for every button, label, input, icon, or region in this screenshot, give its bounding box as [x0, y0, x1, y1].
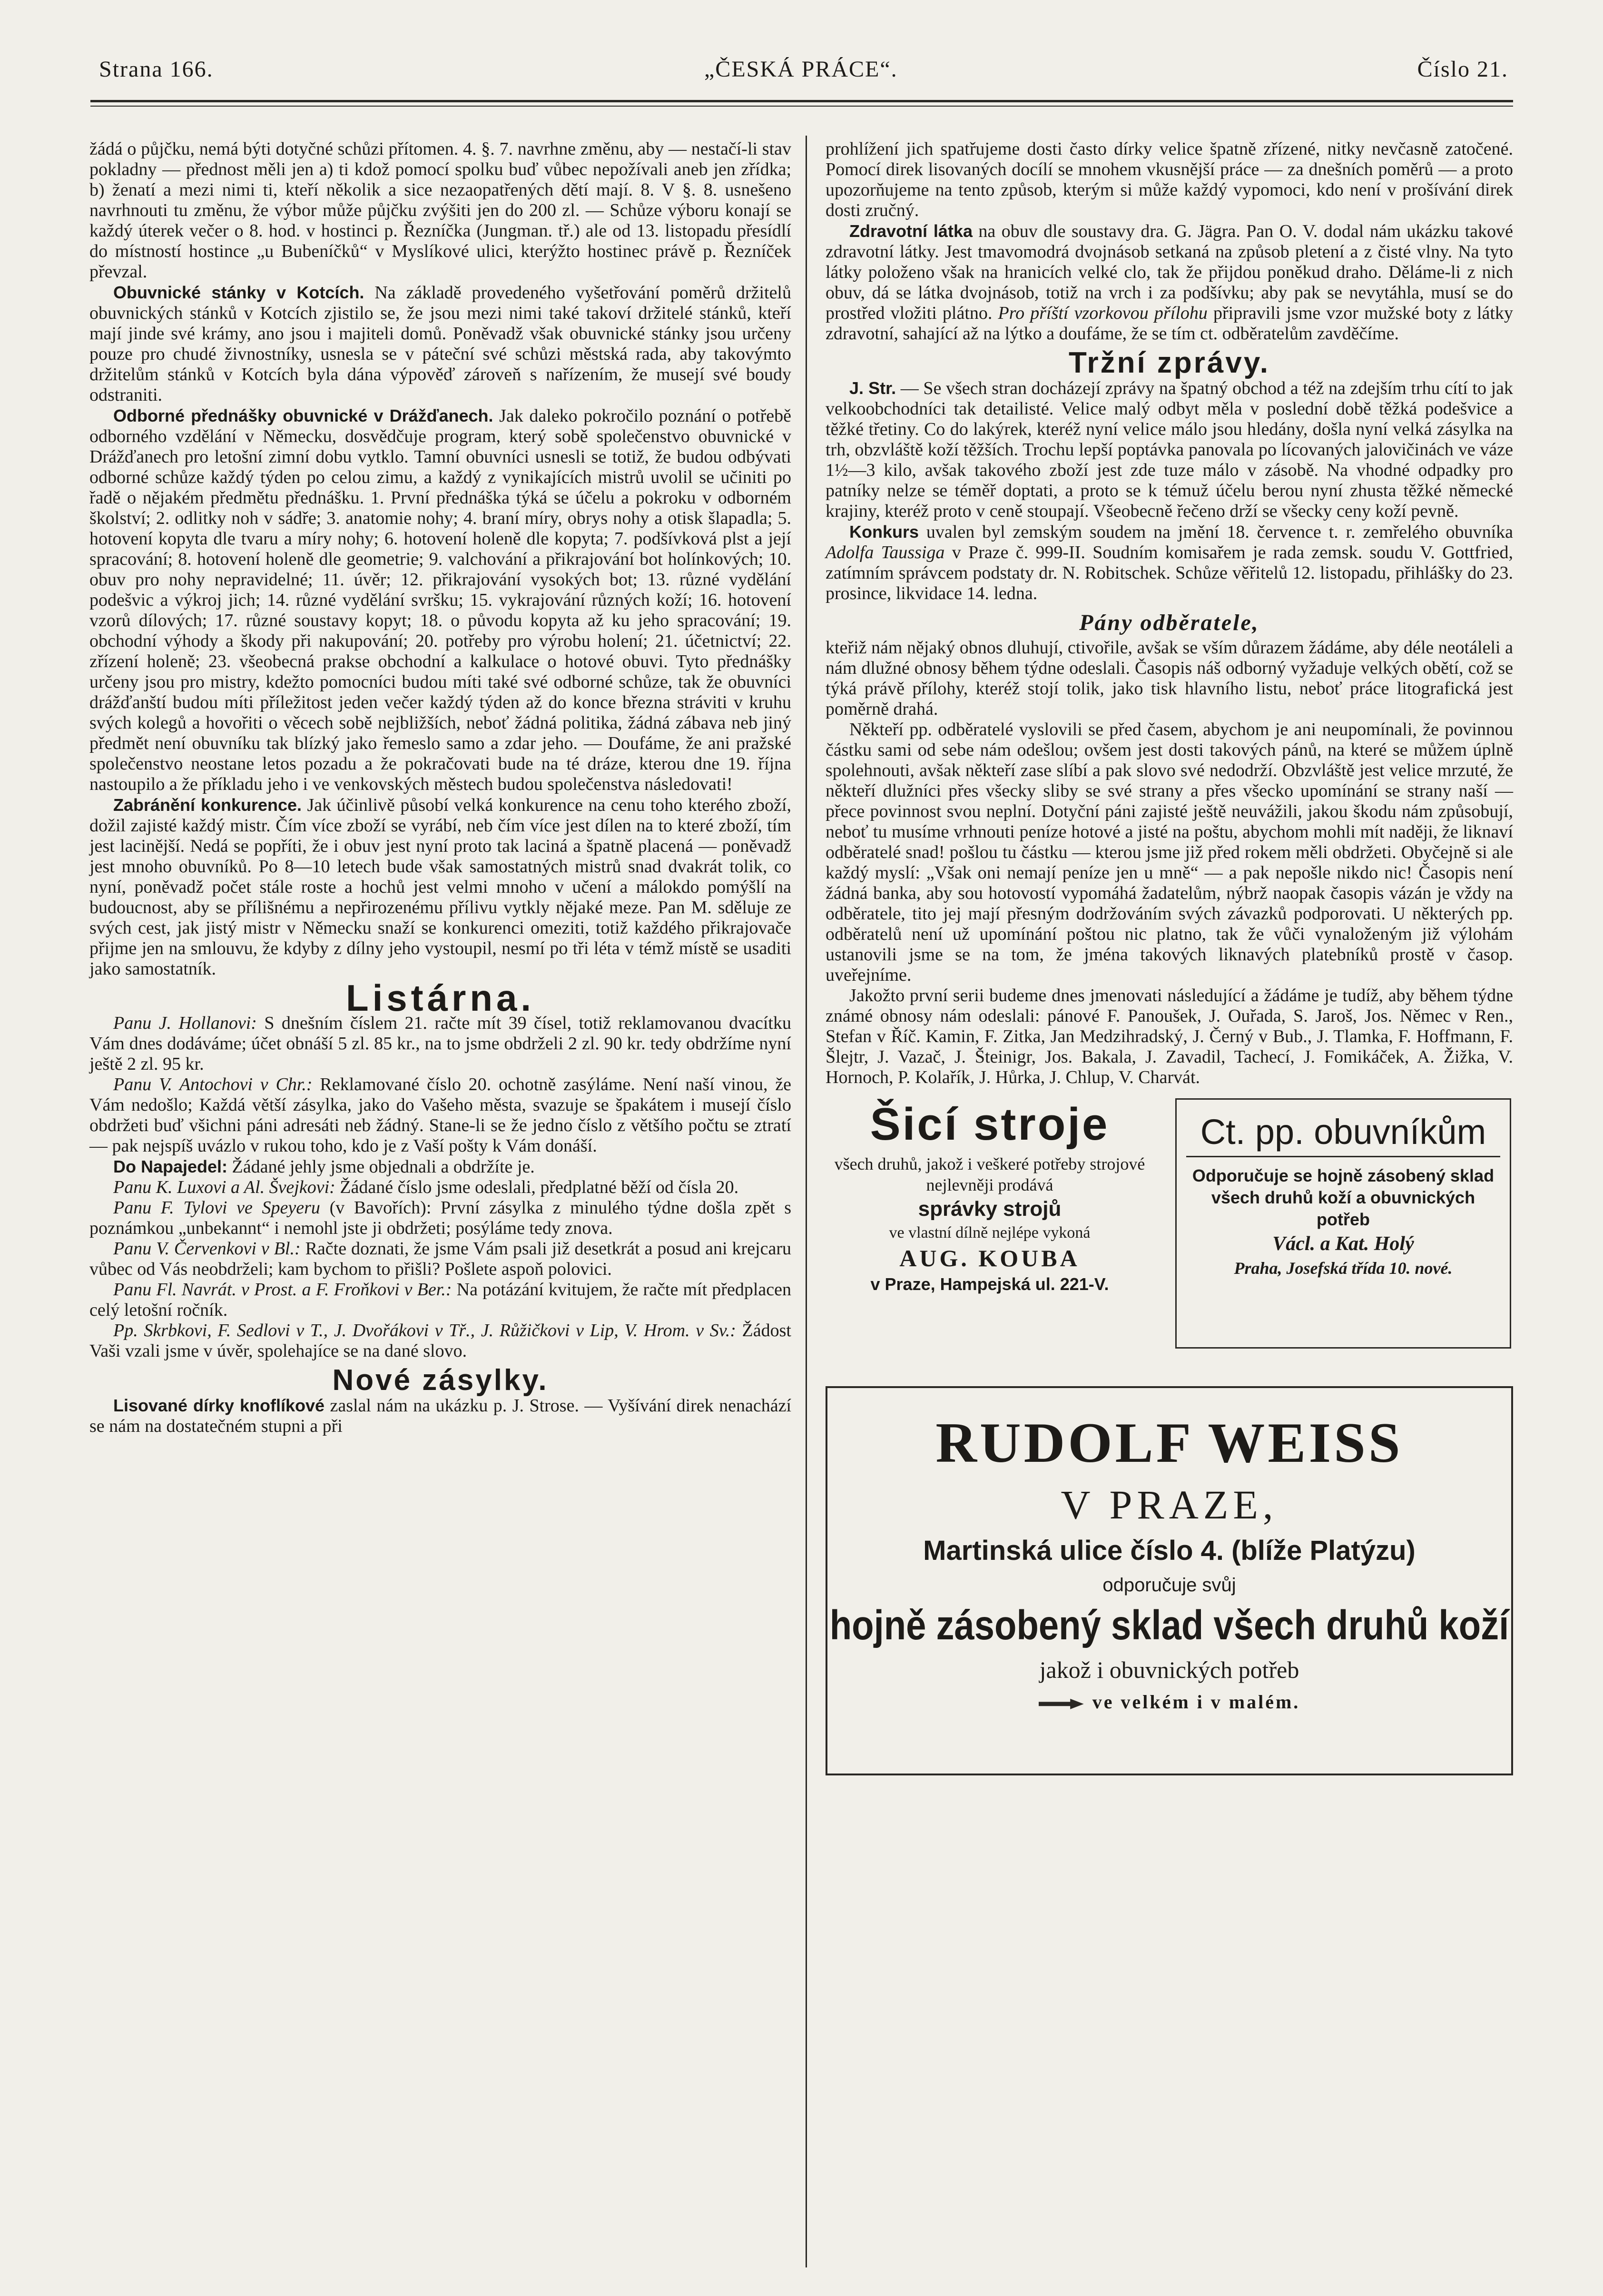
- article-body: Jak účinlivě působí velká konkurence na cenu toho kterého zboží, dožil zajisté každý mistr. Čím více zboží se vyrábí, neb čím více jest dílen na to které zboží, tím jest lacinější. Nedá se popříti, že i obuv jest nyní proto tak laciná a špatně placená — poněvadž jest mnoho obuvníků. Po 8—10 letech bude však samostatných mistrů snad dvakrát tolik, co nyní, poněvadž počet stále roste a hochů jest velmi mnoho v učení a málokdo pomýšlí na budoucnost, aby se přílišnému a nepřirozenému přílivu vytkly nějaké meze. Pan M. sděluje ze svých cest, jak jistý mistr v Německu snaží se konkurenci omeziti, totiž každého přikrajovače přijme jen na smlouvu, že kdyby z dílny jeho vystoupil, nesmí po tři léta v témž místě se usaditi jako samostatník.: [89, 795, 791, 979]
- left-column: [89, 139, 791, 1437]
- section-title-pany-odberatele: Pány odběratele,: [1079, 610, 1259, 635]
- letter-item: [89, 1177, 791, 1198]
- letter-recipient: Pp. Skrbkovi, F. Sedlovi v T., J. Dvořákovi v Tř., J. Růžičkovi v Lip, V. Hrom. v Sv.:: [113, 1320, 736, 1340]
- article-body: Na základě provedeného vyšetřování poměrů držitelů obuvnických stánků v Kotcích zjistilo se, že jsou mezi nimi také takoví držitelé stánků, kteří mají jinde své krámy, ano jsou i majiteli domů. Poněvadž však obuvnické stánky jsou určeny pouze pro chudé živnostníky, usnesla se v páteční své schůzi městská rada, aby takovýmto držitelům stánků v Kotcích byla dána výpověď zároveň s nařízením, že musejí své boudy odstraniti.: [89, 283, 791, 405]
- article-heading: Odborné přednášky obuvnické v Drážďanech.: [113, 406, 493, 425]
- section-title-listarna: Listárna.: [345, 977, 535, 1019]
- ad-rudolf-weiss: [826, 1386, 1513, 1775]
- ad-footer: [827, 1688, 1511, 1716]
- letter-body: Žádost Vaši vzali jsme v úvěr, spolehajíce se na dané slovo.: [89, 1320, 791, 1361]
- article-body: na obuv dle soustavy dra. G. Jägra. Pan O. V. dodal nám ukázku takové zdravotní látky. Jest tmavomodrá dvojnásob setkaná na způsob pletení a z čisté vlny. Na tyto látky položeno však na hranicích velké clo, tak že přijdou poněkud draho. Děláme-li z nich obuv, dá se látka dvojnásob, totiž na vrch i za podšívku; aby pak se nevytáhla, musí se do prostřed vložiti plátno.: [826, 221, 1513, 323]
- column-divider: [806, 136, 807, 2267]
- page-number: Strana 166.: [99, 57, 214, 82]
- page-header: [90, 56, 1513, 99]
- ad-text: ve vlastní dílně nejlépe vykoná: [889, 1224, 1091, 1242]
- right-column: [826, 139, 1513, 1775]
- letter-recipient: Panu K. Luxovi a Al. Švejkovi:: [113, 1177, 335, 1197]
- letter-item: [89, 1074, 791, 1156]
- article-body: v Praze č. 999-II. Soudním komisařem je rada zemsk. soudu V. Gottfried, zatímním správcem podstaty dr. N. Robitschek. Schůze věřitelů 12. listopadu, přihlášky do 23. prosince, likvidace 14. ledna.: [826, 542, 1513, 603]
- ad-address: v Praze, Hampejská ul. 221-V.: [870, 1274, 1109, 1294]
- letter-item: [89, 1013, 791, 1074]
- article-zdravotni-latka: [826, 221, 1513, 344]
- ad-text: Odporučuje se hojně zásobený sklad všech druhů koží a obuvnických potřeb: [1192, 1166, 1495, 1229]
- article-kotce: [89, 282, 791, 405]
- section-title-trzni-zpravy: Tržní zprávy.: [1069, 346, 1270, 379]
- ad-text: všech druhů, jakož i veškeré potřeby strojové nejlevněji prodává: [834, 1154, 1145, 1194]
- letter-body: Račte doznati, že jsme Vám psali již desetkrát a posud ani krejcaru vůbec od Vás neobdrželi; kam bychom to přišli? Pošlete aspoň polovici.: [89, 1239, 792, 1279]
- article-heading: Zdravotní látka: [849, 221, 973, 241]
- letter-recipient: Do Napajedel:: [113, 1157, 228, 1176]
- letter-recipient: Panu V. Červenkovi v Bl.:: [113, 1239, 301, 1259]
- ad-address: Martinská ulice číslo 4. (blíže Platýzu): [923, 1535, 1416, 1566]
- article-heading: Lisované dírky knoflíkové: [113, 1396, 325, 1415]
- letter-body: Na potázání kvitujem, že račte mít předplacen celý letošní ročník.: [89, 1280, 791, 1320]
- letter-body: (v Bavořích): První zásylka z minulého týdne došla zpět s poznámkou „unbekannt“ i nemohl jste ji obdržeti; posýláme tedy znova.: [89, 1198, 791, 1238]
- ad-title: Šicí stroje: [870, 1099, 1110, 1150]
- ad-subtitle: správky strojů: [918, 1197, 1062, 1221]
- letter-body: Reklamované číslo 20. ochotně zasýláme. Není naší vinou, že Vám nedošlo; Každá větší zásylka, jako do Vašeho města, svazuje se špakátem i musejí číslo obdržeti buď všichni páni adresáti neb žádný. Stane-li se že jedno číslo z většího počtu se ztratí — pak nejspíš uvázlo v rukou toho, kdo je z Vaší pošty k Vám donáší.: [89, 1074, 791, 1156]
- article-konkurs: [826, 522, 1513, 604]
- letter-recipient: Panu F. Tylovi ve Speyeru: [113, 1198, 320, 1218]
- ad-address: Praha, Josefská třída 10. nové.: [1234, 1259, 1453, 1278]
- ad-title: RUDOLF WEISS: [935, 1411, 1403, 1474]
- pointing-hand-icon: [1039, 1699, 1084, 1709]
- article-heading: J. Str.: [849, 378, 896, 398]
- article-continuation: prohlížení jich spatřujeme dosti často dírky velice špatně zřízené, nitky nevčasně zatočené. Pomocí direk lisovaných docílí se mnohem vkusnější práce — za dnešních poměrů — a proto upozorňujeme na tento způsob, kterým si může každý vypomoci, kdo není v prošívání direk dosti zručný.: [826, 139, 1513, 220]
- letter-recipient: Panu Fl. Navrát. v Prost. a F. Froňkovi v Ber.:: [113, 1280, 452, 1300]
- article-continuation: žádá o půjčku, nemá býti dotyčné schůzi přítomen. 4. §. 7. navrhne změnu, aby — nestačí-li stav pokladny — přednost měli jen a) ti kdož pomocí spolku buď vůbec nepožívali aneb jen zřídka; b) ženatí a mezi nimi ti, kteří několik a sice nezaopatřených dětí mají. 8. V §. 8. usnešeno navrhnouti tu změnu, že výbor může půjčku zvýšiti jen do 200 zl. — Schůze výboru konají se každý úterek večer o 8. hod. v hostinci p. Řezníčka (Jungman. tř.) ale od 13. listopadu přesídlí do místností hostince „u Bubeníčků“ v Myslíkové ulici, kterýžto hostinec právě p. Řezníček převzal.: [89, 139, 791, 282]
- article-heading: Zabránění konkurence.: [113, 795, 302, 815]
- letter-body: S dnešním číslem 21. račte mít 39 čísel, totiž reklamovanou dvacítku Vám dnes dodáváme; účet obnáší 5 zl. 85 kr., na to jsme obdrželi 2 zl. 90 kr. tedy obdržíme nyní ještě 2 zl. 95 kr.: [89, 1013, 791, 1074]
- article-body: zaslal nám na ukázku p. J. Strose. — Vyšívání direk nenachází se nám na dostatečném stupni a při: [89, 1396, 792, 1436]
- letter-body: Žádané jehly jsme objednali a obdržíte je.: [227, 1157, 535, 1177]
- section-title-nove-zasylky: Nové zásylky.: [332, 1364, 549, 1397]
- ad-subtitle: hojně zásobený sklad všech druhů koží: [829, 1602, 1509, 1649]
- ad-advertiser: Václ. a Kat. Holý: [1272, 1233, 1414, 1255]
- article-emphasis: Adolfa Taussiga: [826, 542, 945, 562]
- article-heading: Konkurs: [849, 522, 919, 542]
- letter-item: [89, 1239, 791, 1280]
- notice-paragraph: kteřiž nám nějaký obnos dluhují, ctivořile, avšak se vším důrazem žádáme, aby déle neotáleli a nám dlužné obnosy během týdne odeslali. Časopis náš odborný vyžaduje velkých obětí, což se týká právě přílohy, kteréž stojí tolik, jako tisk hlavního listu, neboť práce litografická jest poměrně drahá.: [826, 638, 1513, 719]
- letter-body: Žádané číslo jsme odeslali, předplatné běží od čísla 20.: [335, 1177, 739, 1197]
- header-rule: [90, 100, 1513, 102]
- ad-sewing-machines: [826, 1098, 1154, 1355]
- notice-paragraph: Jakožto první serii budeme dnes jmenovati následující a žádáme je tudíž, aby během týdne známé obnosy nám odeslali: pánové F. Panoušek, J. Ouřada, S. Jaroš, Jos. Němec v Ren., Stefan v Říč. Kamin, F. Zitka, Jan Medzihradský, J. Černý v Bub., J. Tlamka, F. Hoffmann, F. Šlejtr, J. Vazač, J. Šteinigr, Jos. Bakala, J. Zavadil, Tachecí, J. Fomikáček, A. Žižka, V. Hornoch, P. Kolařík, J. Hůrka, J. Chlup, V. Charvát.: [826, 985, 1513, 1087]
- letter-recipient: Panu V. Antochovi v Chr.:: [113, 1074, 313, 1094]
- ad-advertiser: AUG. KOUBA: [899, 1245, 1080, 1271]
- article-drazdany: [89, 405, 791, 795]
- masthead-title: „ČESKÁ PRÁCE“.: [704, 57, 898, 82]
- letter-item: [89, 1198, 791, 1239]
- article-body: připravili jsme vzor mužské boty z látky zdravotní, sahající až na lýtko a doufáme, že se tím ct. odběratelům zavděčíme.: [826, 303, 1513, 344]
- letter-item: [89, 1320, 791, 1361]
- ad-title: Ct. pp. obuvníkům: [1186, 1108, 1500, 1157]
- letter-item: [89, 1280, 791, 1320]
- article-market: [826, 378, 1513, 522]
- letter-recipient: Panu J. Hollanovi:: [113, 1013, 257, 1033]
- ad-footer-text: ve velkém i v malém.: [1092, 1691, 1300, 1713]
- notice-paragraph: Někteří pp. odběratelé vyslovili se před časem, abychom je ani neupomínali, že povinnou částku sami od sebe nám odešlou; ovšem jest dosti takových pánů, na které se můžem úplně spolehnouti, avšak někteří zase slíbí a pak slovo své nedodrží. Obzvláště jest velice mrzuté, že někteří dlužníci přes všecky sliby se své strany a přes všecko upomínání se strany naší — přece povinnost svou neplní. Dotyční páni zajisté ještě neuvážili, jakou škodu nám způsobují, neboť tu musíme vrhnouti peníze hotové a jisté na poštu, abychom mohli mít naději, že liknaví odběratelé snad! pošlou tu částku — kterou jsme již před rokem měli obdržeti. Obyčejně si ale každý myslí: „Však oni nemají peníze jen u mně“ — a pak nepošle nikdo nic! Časopis není žádná banka, aby sou hotovostí vypomáhá žadatelům, nýbrž naopak časopis vázán je vždy na odběratele, tito jej mají přesným dodržováním svých závazků podporovati. U některých pp. odběratelů není už upomínání poštou nic platno, tak že vůči vynaloženým již výlohám ustanovili jsme se na tom, že jména takových liknavých platebníků prostě v časop. uveřejníme.: [826, 719, 1513, 985]
- article-body: Jak daleko pokročilo poznání o potřebě odborného vzdělání v Německu, dosvědčuje program, který sobě společenstvo obuvnické v Drážďanech pro letošní zimní dobu vytklo. Tamní obuvníci usnesli se totiž, že budou odbývati odborné schůze každý týden po celou zimu, a každý z vynikajících mistrů uvolil se učiniti po řadě o nějakém předmětu přednášku. 1. První přednáška týká se účelu a pokroku v odborném školství; 2. odlitky noh v sádře; 3. anatomie nohy; 4. braní míry, obrys nohy a otisk šlapadla; 5. hotovení kopyta dle tvaru a míry nohy; 6. hotovení holeně dle kopyta; 7. podšívková plst a její spracování; 8. hotovení holeně dle geometrie; 9. valchování a přikrajování bot holínkových; 10. obuv pro nohy nepravidelné; 11. úvěr; 12. přikrajování vysokých bot; 13. různé vydělání podešvic a výkroj jich; 14. různé vydělání svršku; 15. vykrajování různých koží; 16. hotovení vzorů dílových; 17. různé soustavy kopyt; 18. o původu kopyta až ku jeho spracování; 19. obchodní výhody a škody při nakupování; 20. potřeby pro výrobu holení; 21. účetnictví; 22. zřízení holeně; 23. všeobecná prakse obchodní a kalkulace o hotové obuvi. Tyto přednášky určeny jsou pro mistry, kdežto pomocníci budou míti také své odborné schůze, tak že obuvníci drážďanští budou míti příležitost jeden večer každý týden až do konce března stráviti v kruhu svých kolegů a hovořiti o věcech sobě nejbližších, neboť žádná politika, žádná zábava neb jiný předmět není obuvníku tak blízký jako řemeslo samo a zdar jeho. — Doufáme, že ani pražské společenstvo neostane letos pozadu a že pokračovati bude na té dráze, kterou dne 19. října nastoupilo a že příkladu jeho i ve venkovských městech budou společenstva následovati!: [89, 406, 791, 794]
- letter-item: [89, 1156, 791, 1177]
- ad-shoemaker-supplies: [1175, 1098, 1511, 1349]
- ad-text: jakož i obuvnických potřeb: [1039, 1656, 1299, 1683]
- advertisements: [826, 1098, 1513, 1365]
- header-rule-thin: [90, 106, 1513, 107]
- ad-city: V PRAZE,: [1061, 1482, 1278, 1527]
- article-body: uvalen byl zemským soudem na jmění 18. července t. r. zemřelého obuvníka: [919, 522, 1513, 542]
- article-body: — Se všech stran docházejí zprávy na špatný obchod a též na zdejším trhu cítí to jak velkoobchodníci tak detailisté. Velice malý odbyt měla v poslední době těžká podešvice a těžké třetiny. Co do lakýrek, kteréž nyní velice málo jsou hledány, došla nyní velká zásylka na trh, obzvláště koží těžších. Trochu lepší poptávka panovala po lícovaných jalovičinách ve váze 1½—3 kilo, avšak takového zboží jest zde tuze málo v zásobě. Na vhodné odpadky pro patníky nelze se téměř doptati, a proto se k témuž účelu berou nyní zhusta těžké německé krajiny, kteréž proto v ceně stoupají. Všeobecně řečeno drží se všecky ceny koží pevně.: [826, 378, 1513, 521]
- ad-text: odporučuje svůj: [1102, 1575, 1236, 1596]
- article-emphasis: Pro příští vzorkovou přílohu: [992, 303, 1208, 323]
- article-lisovane-dirky: [89, 1395, 791, 1437]
- issue-number: Číslo 21.: [1417, 57, 1508, 82]
- article-konkurence: [89, 795, 791, 979]
- article-heading: Obuvnické stánky v Kotcích.: [113, 283, 364, 302]
